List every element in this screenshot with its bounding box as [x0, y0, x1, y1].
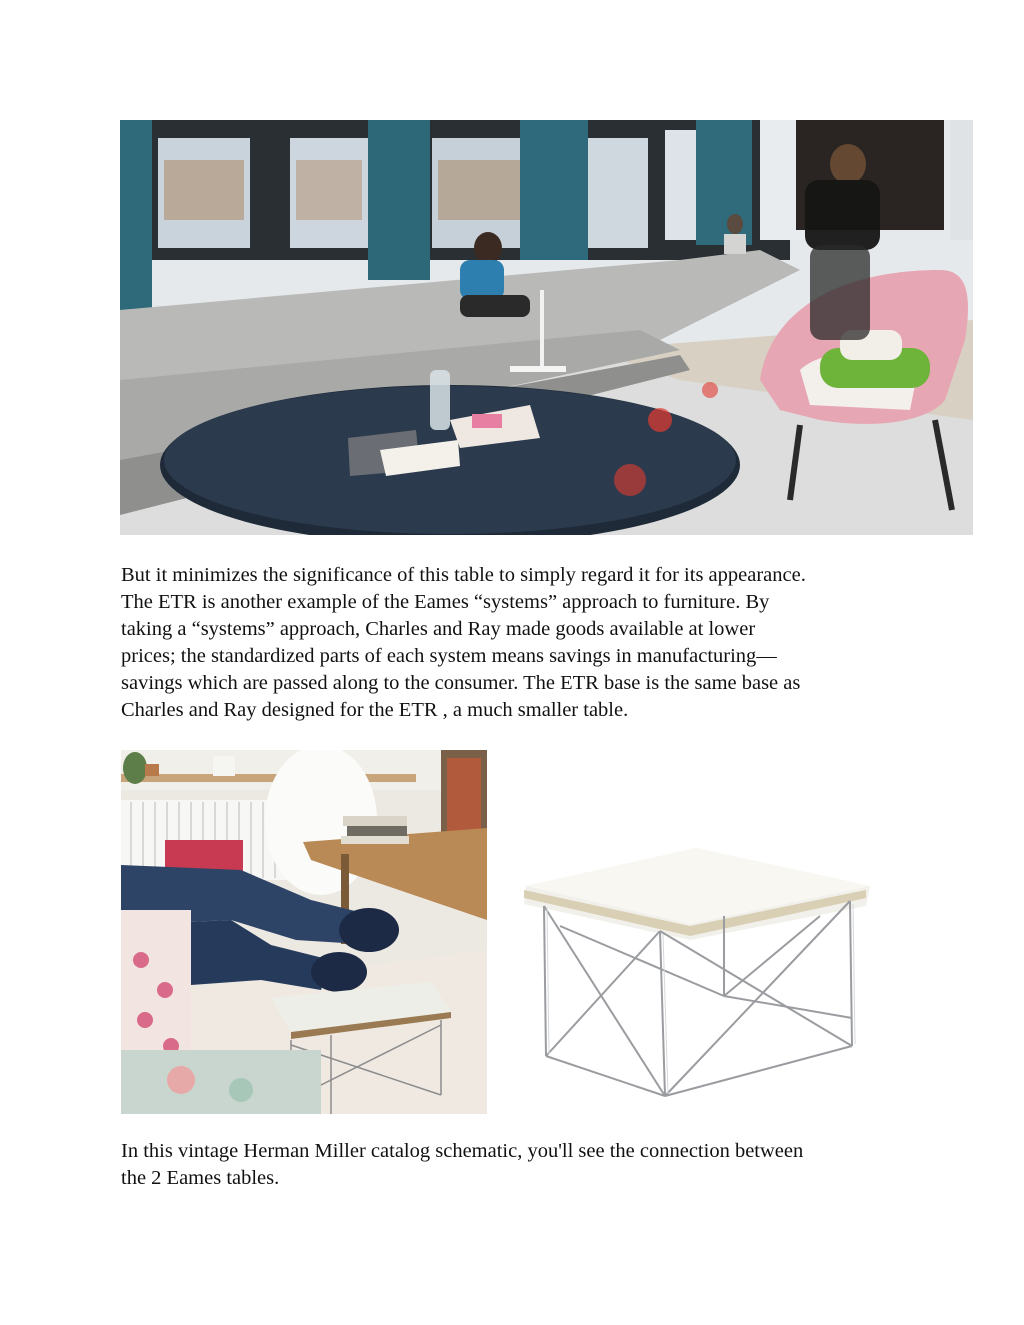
paragraph-line: the 2 Eames tables.	[121, 1167, 280, 1189]
lounge-illustration	[120, 120, 973, 535]
paragraph-line: prices; the standardized parts of each system means savings in manufacturing—	[121, 645, 777, 667]
paragraph-intro	[121, 562, 921, 724]
living-room-photo	[121, 750, 487, 1114]
lounge-photo	[120, 120, 973, 535]
wire-base-table-illustration	[520, 846, 872, 1102]
paragraph-line: The ETR is another example of the Eames “systems” approach to furniture. By	[121, 591, 770, 613]
paragraph-line: In this vintage Herman Miller catalog schematic, you'll see the connection between	[121, 1140, 804, 1162]
paragraph-line: taking a “systems” approach, Charles and Ray made goods available at lower	[121, 618, 756, 640]
paragraph-line: Charles and Ray designed for the ETR , a much smaller table.	[121, 699, 629, 721]
paragraph-line: But it minimizes the significance of this table to simply regard it for its appearance.	[121, 564, 806, 586]
product-photo	[520, 846, 872, 1102]
paragraph-line: savings which are passed along to the consumer. The ETR base is the same base as	[121, 672, 801, 694]
living-room-illustration	[121, 750, 487, 1114]
paragraph-schematic	[121, 1138, 921, 1192]
